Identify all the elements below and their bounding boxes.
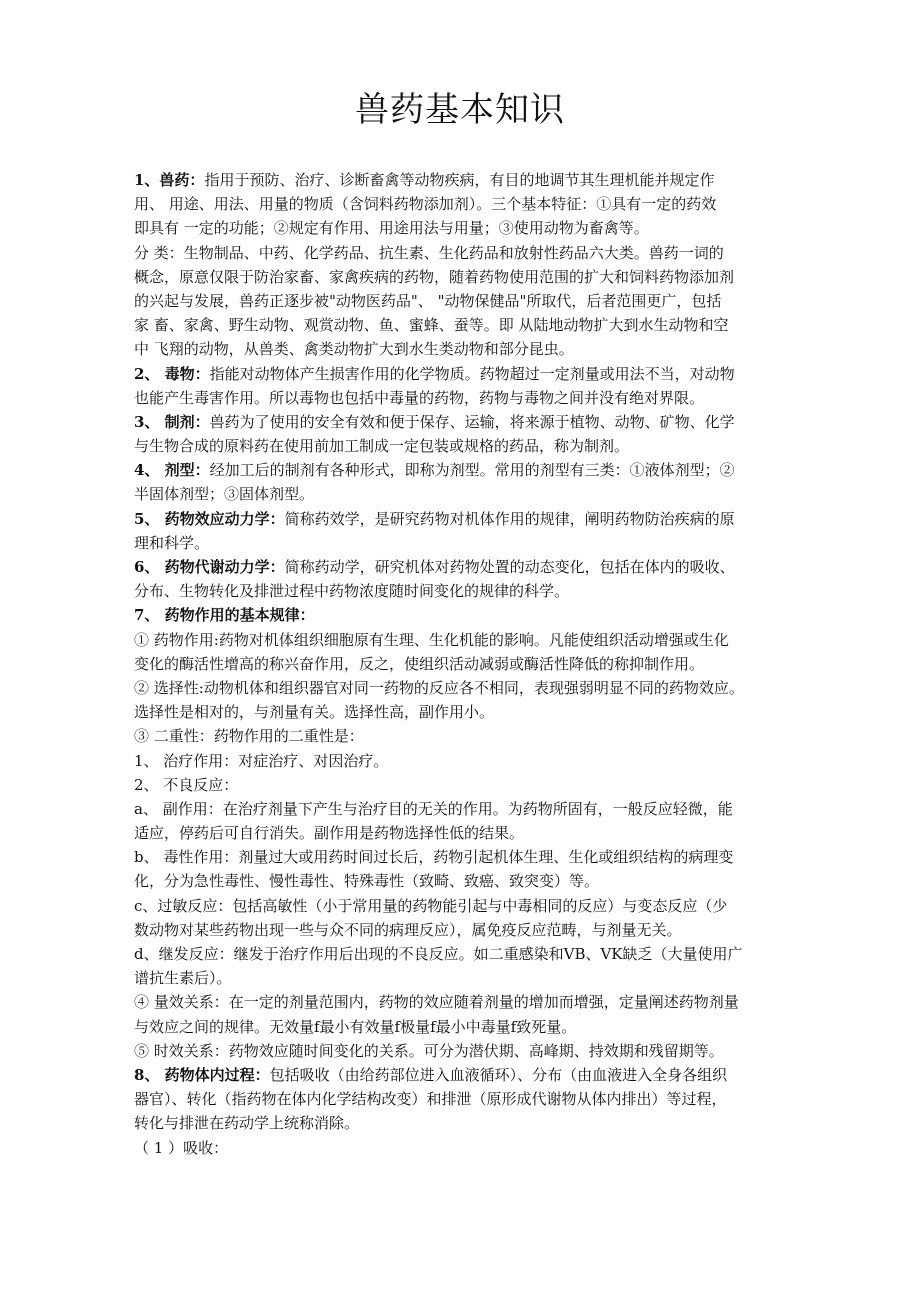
- text-line: [134, 241, 802, 265]
- text-line: [134, 676, 802, 700]
- line-text: 兽药为了使用的安全有效和便于保存、运输，将来源于植物、动物、矿物、化学: [209, 412, 735, 431]
- text-line: [134, 507, 802, 531]
- text-line: [134, 289, 802, 313]
- line-text: 化，分为急性毒性、慢性毒性、特殊毒性（致畸、致癌、致突变）等。: [134, 872, 600, 891]
- line-text: 适应，停药后可自行消失。副作用是药物选择性低的结果。: [134, 824, 525, 843]
- section-heading: 6、 药物代谢动力学：: [134, 558, 285, 576]
- text-line: [134, 1015, 802, 1039]
- section-heading: 5、 药物效应动力学：: [134, 509, 285, 528]
- line-text: 概念，原意仅限于防治家畜、家禽疾病的药物，随着药物使用范围的扩大和饲料药物添加剂: [134, 267, 735, 286]
- line-text: ③ 二重性：药物作用的二重性是：: [134, 727, 364, 746]
- line-text: 中 飞翔的动物，从兽类、禽类动物扩大到水生类动物和部分昆虫。: [134, 340, 574, 359]
- page-title: 兽药基本知识: [355, 90, 565, 130]
- text-line: [134, 192, 802, 216]
- text-line: [134, 700, 802, 724]
- text-line: [134, 990, 802, 1014]
- text-line: [134, 821, 802, 845]
- text-line: [134, 313, 802, 337]
- text-line: [134, 942, 802, 966]
- text-line: [134, 628, 802, 652]
- section-heading: 7、 药物作用的基本规律：: [134, 606, 315, 625]
- text-line: [134, 918, 802, 942]
- text-line: [134, 168, 802, 192]
- text-line: [134, 749, 802, 773]
- text-line: [134, 265, 802, 289]
- text-line: [134, 410, 802, 434]
- document-body: [134, 168, 802, 1160]
- line-text: 简称药效学，是研究药物对机体作用的规律，阐明药物防治疾病的原: [284, 509, 735, 528]
- text-line: [134, 555, 802, 579]
- line-text: ① 药物作用:药物对机体组织细胞原有生理、生化机能的影响。凡能使组织活动增强或生化: [134, 630, 729, 649]
- text-line: [134, 773, 802, 797]
- line-text: 也能产生毒害作用。所以毒物也包括中毒量的药物，药物与毒物之间并没有绝对界限。: [134, 388, 705, 407]
- line-text: 指用于预防、治疗、诊断畜禽等动物疾病，有目的地调节其生理机能并规定作: [204, 171, 715, 189]
- line-text: a、 副作用：在治疗剂量下产生与治疗目的无关的作用。为药物所固有，一般反应轻微，能: [134, 799, 733, 818]
- line-text: c、过敏反应：包括高敏性（小于常用量的药物能引起与中毒相同的反应）与变态反应（少: [134, 896, 728, 915]
- line-text: 转化与排泄在药动学上统称消除。: [134, 1114, 360, 1133]
- line-text: 的兴起与发展，兽药正逐步被"动物医药品"、 "动物保健品"所取代，后者范围更广，包括: [134, 291, 722, 310]
- text-line: [134, 894, 802, 918]
- text-line: [134, 1087, 802, 1111]
- section-heading: 2、 毒物：: [134, 364, 210, 383]
- text-line: [134, 216, 802, 240]
- text-line: [134, 845, 802, 869]
- text-line: [134, 579, 802, 603]
- text-line: [134, 337, 802, 361]
- line-text: 分 类：生物制品、中药、化学药品、抗生素、生化药品和放射性药品六大类。兽药一词的: [134, 243, 724, 262]
- line-text: 半固体剂型；③固体剂型。: [134, 485, 315, 504]
- line-text: 选择性是相对的，与剂量有关。选择性高，副作用小。: [134, 703, 495, 722]
- line-text: 指能对动物体产生损害作用的化学物质。药物超过一定剂量或用法不当，对动物: [209, 364, 735, 383]
- line-text: b、 毒性作用：剂量过大或用药时间过长后，药物引起机体生理、生化或组织结构的病理变: [134, 848, 734, 867]
- line-text: 变化的酶活性增高的称兴奋作用，反之，使组织活动减弱或酶活性降低的称抑制作用。: [134, 654, 705, 673]
- line-text: 器官）、转化（指药物在体内化学结构改变）和排泄（原形成代谢物从体内排出）等过程，: [134, 1090, 727, 1109]
- text-line: [134, 531, 802, 555]
- text-line: [134, 1111, 802, 1135]
- line-text: 简称药动学，研究机体对药物处置的动态变化，包括在体内的吸收、: [284, 558, 735, 576]
- text-line: [134, 434, 802, 458]
- section-heading: 4、 剂型：: [134, 461, 210, 480]
- line-text: 包括吸收（由给药部位进入血液循环）、分布（由血液进入全身各组织: [269, 1065, 728, 1084]
- line-text: 数动物对某些药物出现一些与众不同的病理反应），属免疫反应范畴，与剂量无关。: [134, 920, 682, 939]
- text-line: [134, 1136, 802, 1160]
- line-text: 家 畜、家禽、野生动物、观赏动物、鱼、蜜蜂、蚕等。即 从陆地动物扩大到水生动物和空: [134, 316, 729, 335]
- text-line: [134, 724, 802, 748]
- text-line: [134, 1063, 802, 1087]
- text-line: [134, 797, 802, 821]
- line-text: ② 选择性:动物机体和组织器官对同一药物的反应各不相同，表现强弱明显不同的药物效应。: [134, 678, 744, 697]
- text-line: [134, 1039, 802, 1063]
- line-text: 理和科学。: [134, 533, 210, 552]
- line-text: ⑤ 时效关系：药物效应随时间变化的关系。可分为潜伏期、高峰期、持效期和残留期等。: [134, 1041, 724, 1060]
- text-line: [134, 966, 802, 990]
- line-text: 分布、生物转化及排泄过程中药物浓度随时间变化的规律的科学。: [134, 582, 570, 601]
- line-text: 即具有 一定的功能；②规定有作用、用途用法与用量；③使用动物为畜禽等。: [134, 219, 649, 238]
- line-text: d、继发反应：继发于治疗作用后出现的不良反应。如二重感染和VB、VK缺乏（大量使用广: [134, 945, 743, 963]
- line-text: 经加工后的制剂有各种形式，即称为剂型。常用的剂型有三类：①液体剂型；②: [209, 461, 735, 480]
- line-text: 2、 不良反应：: [134, 775, 239, 794]
- text-line: [134, 386, 802, 410]
- section-heading: 8、 药物体内过程：: [134, 1065, 270, 1084]
- line-text: ④ 量效关系：在一定的剂量范围内，药物的效应随着剂量的增加而增强，定量阐述药物剂量: [134, 993, 739, 1012]
- section-heading: 1、兽药：: [134, 171, 205, 189]
- line-text: 与生物合成的原料药在使用前加工制成一定包装或规格的药品，称为制剂。: [134, 437, 630, 456]
- text-line: [134, 482, 802, 506]
- line-text: 1、 治疗作用：对症治疗、对因治疗。: [134, 751, 389, 770]
- text-line: [134, 603, 802, 627]
- text-line: [134, 362, 802, 386]
- text-line: [134, 652, 802, 676]
- text-line: [134, 458, 802, 482]
- line-text: 谱抗生素后）。: [134, 969, 232, 988]
- text-line: [134, 869, 802, 893]
- line-text: 与效应之间的规律。无效量f最小有效量f极量f最小中毒量f致死量。: [134, 1017, 577, 1036]
- section-heading: 3、 制剂：: [134, 412, 210, 431]
- line-text: 用、 用途、用法、用量的物质（含饲料药物添加剂）。三个基本特征：①具有一定的药效: [134, 195, 717, 214]
- line-text: （ 1 ）吸收：: [134, 1138, 229, 1157]
